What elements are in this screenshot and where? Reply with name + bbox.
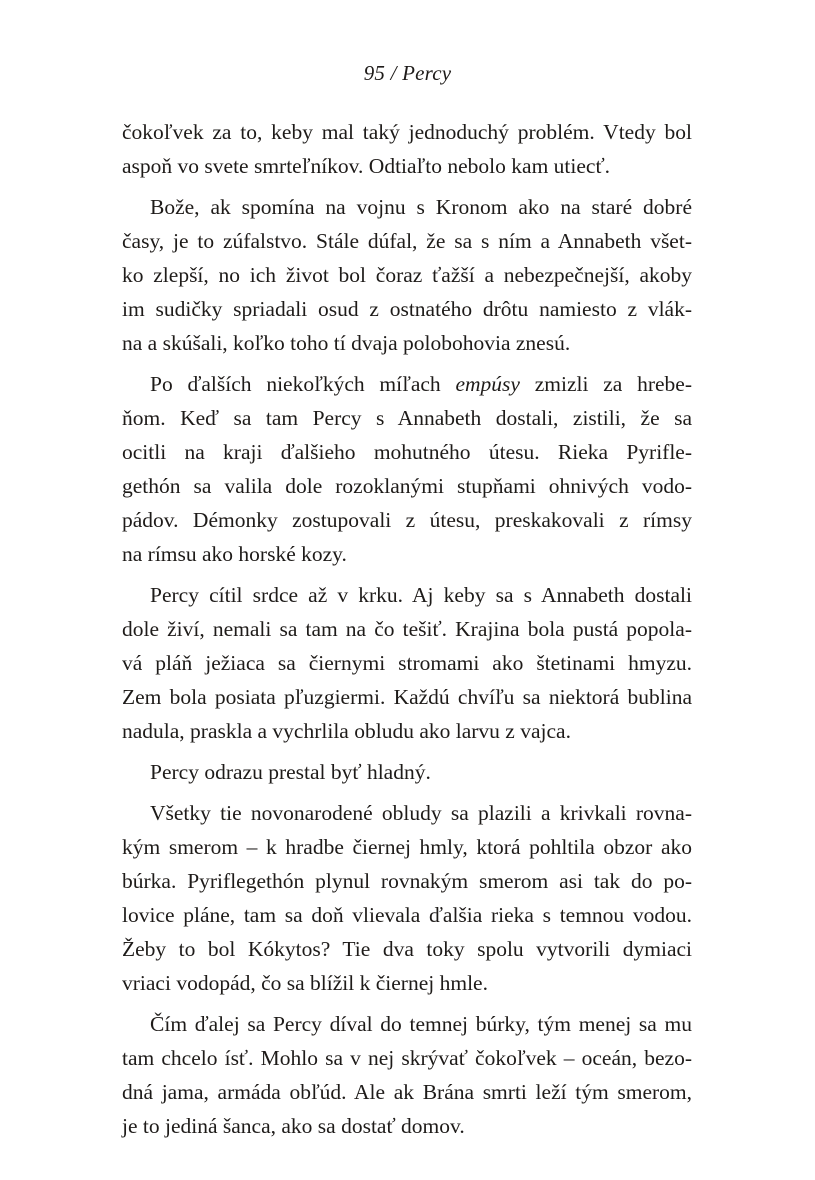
text-line: na a skúšali, koľko toho tí dvaja polobohovia znesú. xyxy=(122,331,571,355)
paragraph xyxy=(122,115,692,183)
text-line: vá pláň ježiaca sa čiernymi stromami ako štetinami hmyzu. xyxy=(122,651,692,675)
text-line: na rímsu ako horské kozy. xyxy=(122,542,347,566)
text-line: ko zlepší, no ich život bol čoraz ťažší a nebezpečnejší, akoby xyxy=(122,263,692,287)
chapter-name: Percy xyxy=(402,61,452,85)
page-number: 95 xyxy=(363,61,386,85)
text-line: tam chcelo ísť. Mohlo sa v nej skrývať čokoľvek – oceán, bezo- xyxy=(122,1046,692,1070)
text-line xyxy=(122,367,692,401)
running-header xyxy=(0,59,815,87)
text-line: nadula, praskla a vychrlila obludu ako larvu z vajca. xyxy=(122,719,571,743)
text-segment: zmizli za hrebe- xyxy=(534,372,692,396)
text-line: aspoň vo svete smrteľníkov. Odtiaľto nebolo kam utiecť. xyxy=(122,154,611,178)
body-text xyxy=(122,115,692,1150)
text-line: Percy odrazu prestal byť hladný. xyxy=(150,760,431,784)
text-line: gethón sa valila dole rozoklanými stupňami ohnivých vodo- xyxy=(122,474,692,498)
italic-term: empúsy xyxy=(455,372,520,396)
text-line: časy, je to zúfalstvo. Stále dúfal, že sa s ním a Annabeth všet- xyxy=(122,229,692,253)
paragraph xyxy=(122,190,692,360)
paragraph xyxy=(122,367,692,571)
text-line: im sudičky spriadali osud z ostnatého drôtu namiesto z vlák- xyxy=(122,297,692,321)
header-separator: / xyxy=(390,61,397,85)
text-line: je to jediná šanca, ako sa dostať domov. xyxy=(122,1114,465,1138)
paragraph xyxy=(122,796,692,1000)
text-line: čokoľvek za to, keby mal taký jednoduchý problém. Vtedy bol xyxy=(122,120,692,144)
text-line: Bože, ak spomína na vojnu s Kronom ako na staré dobré xyxy=(150,195,692,219)
paragraph xyxy=(122,1007,692,1143)
text-line: Žeby to bol Kókytos? Tie dva toky spolu vytvorili dymiaci xyxy=(122,937,692,961)
text-line: Percy cítil srdce až v krku. Aj keby sa s Annabeth dostali xyxy=(150,583,692,607)
text-line: dná jama, armáda obľúd. Ale ak Brána smrti leží tým smerom, xyxy=(122,1080,692,1104)
text-segment: Po ďalších niekoľkých míľach xyxy=(150,372,441,396)
text-line: lovice pláne, tam sa doň vlievala ďalšia rieka s temnou vodou. xyxy=(122,903,692,927)
text-line: dole živí, nemali sa tam na čo tešiť. Krajina bola pustá popola- xyxy=(122,617,692,641)
text-line: Zem bola posiata pľuzgiermi. Každú chvíľu sa niektorá bublina xyxy=(122,685,692,709)
text-line: pádov. Démonky zostupovali z útesu, preskakovali z rímsy xyxy=(122,508,692,532)
paragraph xyxy=(122,755,692,789)
text-line: ňom. Keď sa tam Percy s Annabeth dostali, zistili, že sa xyxy=(122,406,692,430)
text-line: kým smerom – k hradbe čiernej hmly, ktorá pohltila obzor ako xyxy=(122,835,692,859)
text-line: Čím ďalej sa Percy díval do temnej búrky, tým menej sa mu xyxy=(150,1012,692,1036)
text-line: Všetky tie novonarodené obludy sa plazili a krivkali rovna- xyxy=(150,801,692,825)
text-line: ocitli na kraji ďalšieho mohutného útesu. Rieka Pyrifle- xyxy=(122,440,692,464)
text-line: búrka. Pyriflegethón plynul rovnakým smerom asi tak do po- xyxy=(122,869,692,893)
text-line: vriaci vodopád, čo sa blížil k čiernej hmle. xyxy=(122,971,488,995)
paragraph xyxy=(122,578,692,748)
